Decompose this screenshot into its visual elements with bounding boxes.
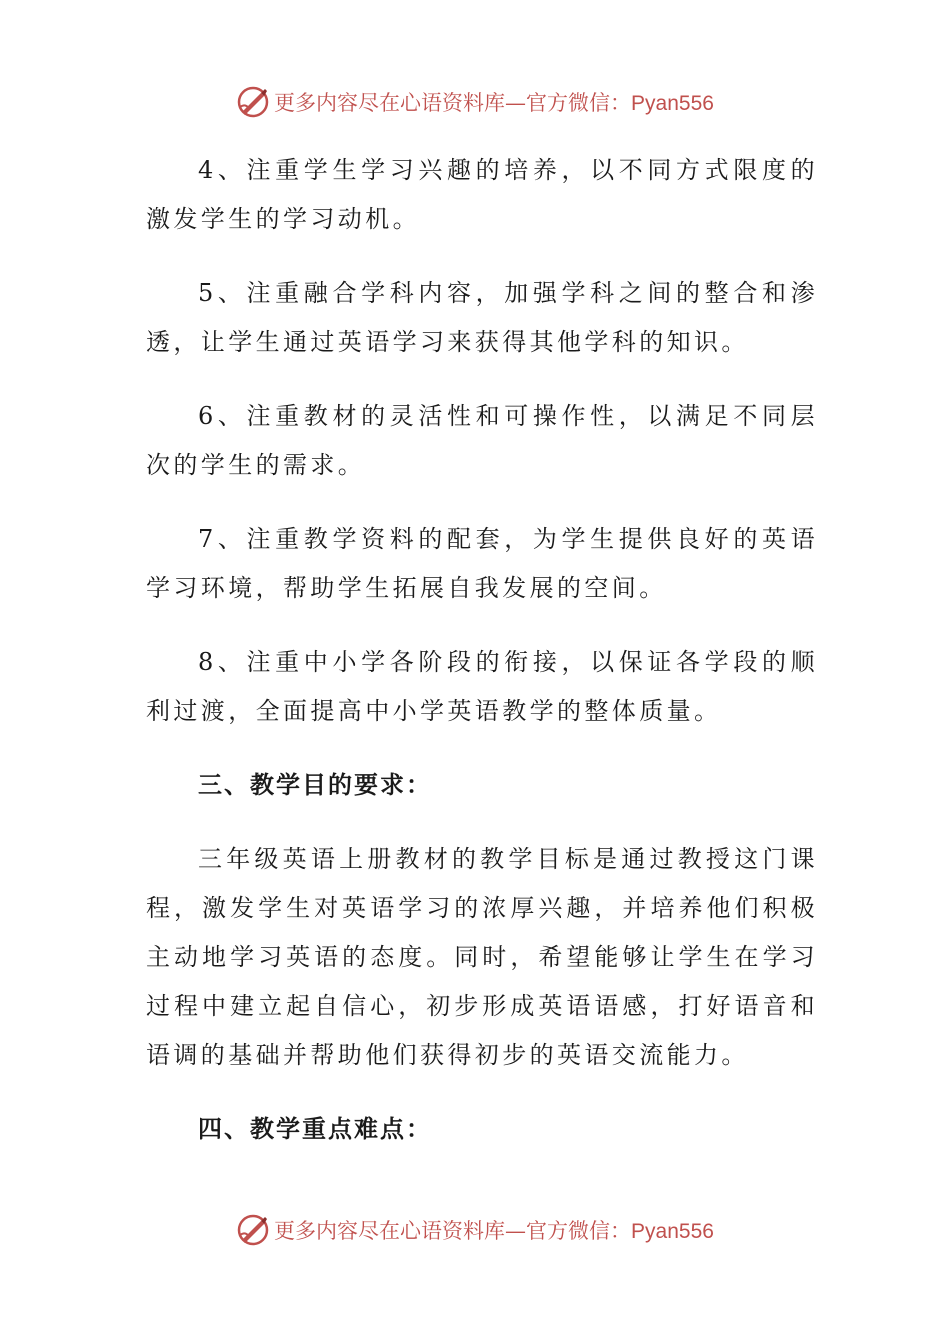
banner-slogan: 更多内容尽在心语资料库—官方微信： xyxy=(274,91,632,115)
header-banner xyxy=(0,82,950,122)
wechat-id: Pyan556 xyxy=(631,92,714,115)
paragraph-item-6: 6、注重教材的灵活性和可操作性，以满足不同层次的学生的需求。 xyxy=(146,402,818,479)
pen-logo-icon xyxy=(236,1213,270,1247)
paragraph-item-5: 5、注重融合学科内容，加强学科之间的整合和渗透，让学生通过英语学习来获得其他学科的知识。 xyxy=(146,279,818,356)
banner-text xyxy=(274,1215,714,1245)
wechat-id: Pyan556 xyxy=(631,1220,714,1243)
banner-text xyxy=(274,87,714,117)
pen-logo-icon xyxy=(236,85,270,119)
paragraph-item-4: 4、注重学生学习兴趣的培养，以不同方式限度的激发学生的学习动机。 xyxy=(146,156,818,233)
footer-banner xyxy=(0,1210,950,1250)
banner-slogan: 更多内容尽在心语资料库—官方微信： xyxy=(274,1219,632,1243)
section-heading-key-points: 四、教学重点难点： xyxy=(198,1115,432,1143)
paragraph-item-8: 8、注重中小学各阶段的衔接，以保证各学段的顺利过渡，全面提高中小学英语教学的整体质量。 xyxy=(146,648,818,725)
section-body-objectives: 三年级英语上册教材的教学目标是通过教授这门课程，激发学生对英语学习的浓厚兴趣，并培养他们积极主动地学习英语的态度。同时，希望能够让学生在学习过程中建立起自信心，初步形成英语语感，打好语音和语调的基础并帮助他们获得初步的英语交流能力。 xyxy=(146,845,818,1069)
document-body xyxy=(146,146,818,1179)
section-heading-objectives: 三、教学目的要求： xyxy=(198,771,432,799)
paragraph-item-7: 7、注重教学资料的配套，为学生提供良好的英语学习环境，帮助学生拓展自我发展的空间。 xyxy=(146,525,818,602)
